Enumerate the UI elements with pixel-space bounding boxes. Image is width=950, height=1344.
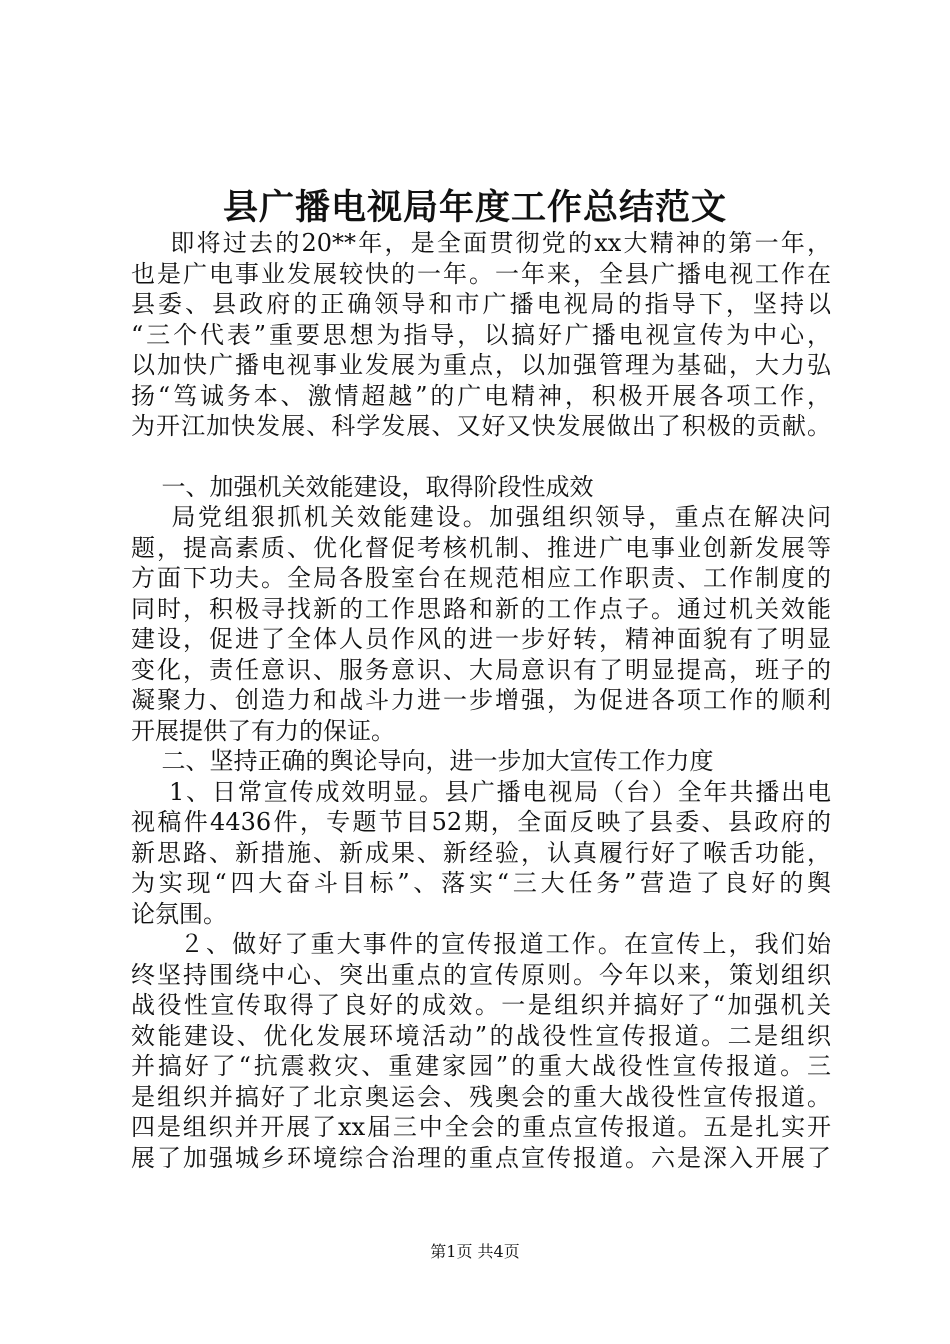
text-line: 开展提供了有力的保证。 xyxy=(131,716,395,745)
text-line: 战役性宣传取得了良好的成效。一是组织并搞好了“加强机关 xyxy=(131,991,831,1019)
text-line: 局党组狠抓机关效能建设。加强组织领导，重点在解决问 xyxy=(131,503,831,531)
text-line: “三个代表”重要思想为指导，以搞好广播电视宣传为中心， xyxy=(131,320,831,349)
intro-paragraph xyxy=(131,228,831,442)
text-line: 并搞好了“抗震救灾、重建家园”的重大战役性宣传报道。三 xyxy=(131,1052,831,1080)
text-line: 同时，积极寻找新的工作思路和新的工作点子。通过机关效能 xyxy=(131,594,831,623)
section-efficiency xyxy=(131,472,831,747)
text-line: 四是组织并开展了xx届三中全会的重点宣传报道。五是扎实开 xyxy=(131,1113,831,1141)
text-line: 即将过去的20**年，是全面贯彻党的xx大精神的第一年， xyxy=(131,229,831,257)
text-line: 也是广电事业发展较快的一年。一年来，全县广播电视工作在 xyxy=(131,259,831,288)
text-line: 建设，促进了全体人员作风的进一步好转，精神面貌有了明显 xyxy=(131,625,831,653)
section-heading: 一、加强机关效能建设，取得阶段性成效 xyxy=(131,472,594,501)
text-line: 是组织并搞好了北京奥运会、残奥会的重大战役性宣传报道。 xyxy=(131,1082,831,1111)
text-line: 视稿件4436件，专题节目52期，全面反映了县委、县政府的 xyxy=(131,808,831,836)
text-line: 论氛围。 xyxy=(131,899,227,928)
paragraph-gap xyxy=(131,442,831,472)
document-body xyxy=(131,228,831,1173)
text-line: ２、做好了重大事件的宣传报道工作。在宣传上，我们始 xyxy=(131,930,831,958)
text-line: 方面下功夫。全局各股室台在规范相应工作职责、工作制度的 xyxy=(131,564,831,592)
document-title: 县广播电视局年度工作总结范文 xyxy=(222,187,727,228)
section-publicity xyxy=(131,746,831,1173)
text-line: 县委、县政府的正确领导和市广播电视局的指导下，坚持以 xyxy=(131,290,831,318)
text-line: 效能建设、优化发展环境活动”的战役性宣传报道。二是组织 xyxy=(131,1021,831,1050)
section-heading: 二、坚持正确的舆论导向，进一步加大宣传工作力度 xyxy=(131,747,714,775)
text-line: 1、日常宣传成效明显。县广播电视局（台）全年共播出电 xyxy=(131,777,831,806)
text-line: 为实现“四大奋斗目标”、落实“三大任务”营造了良好的舆 xyxy=(131,869,831,897)
text-line: 为开江加快发展、科学发展、又好又快发展做出了积极的贡献。 xyxy=(131,412,831,440)
text-line: 变化，责任意识、服务意识、大局意识有了明显提高，班子的 xyxy=(131,655,831,684)
text-line: 新思路、新措施、新成果、新经验，认真履行好了喉舌功能， xyxy=(131,838,831,867)
text-line: 以加快广播电视事业发展为重点，以加强管理为基础，大力弘 xyxy=(131,351,831,379)
text-line: 展了加强城乡环境综合治理的重点宣传报道。六是深入开展了 xyxy=(131,1143,831,1172)
text-line: 终坚持围绕中心、突出重点的宣传原则。今年以来，策划组织 xyxy=(131,960,831,989)
text-line: 扬“笃诚务本、激情超越”的广电精神，积极开展各项工作， xyxy=(131,381,831,410)
text-line: 题，提高素质、优化督促考核机制、推进广电事业创新发展等 xyxy=(131,533,831,562)
text-line: 凝聚力、创造力和战斗力进一步增强，为促进各项工作的顺利 xyxy=(131,686,831,714)
page-footer: 第1页 共4页 xyxy=(430,1242,520,1261)
